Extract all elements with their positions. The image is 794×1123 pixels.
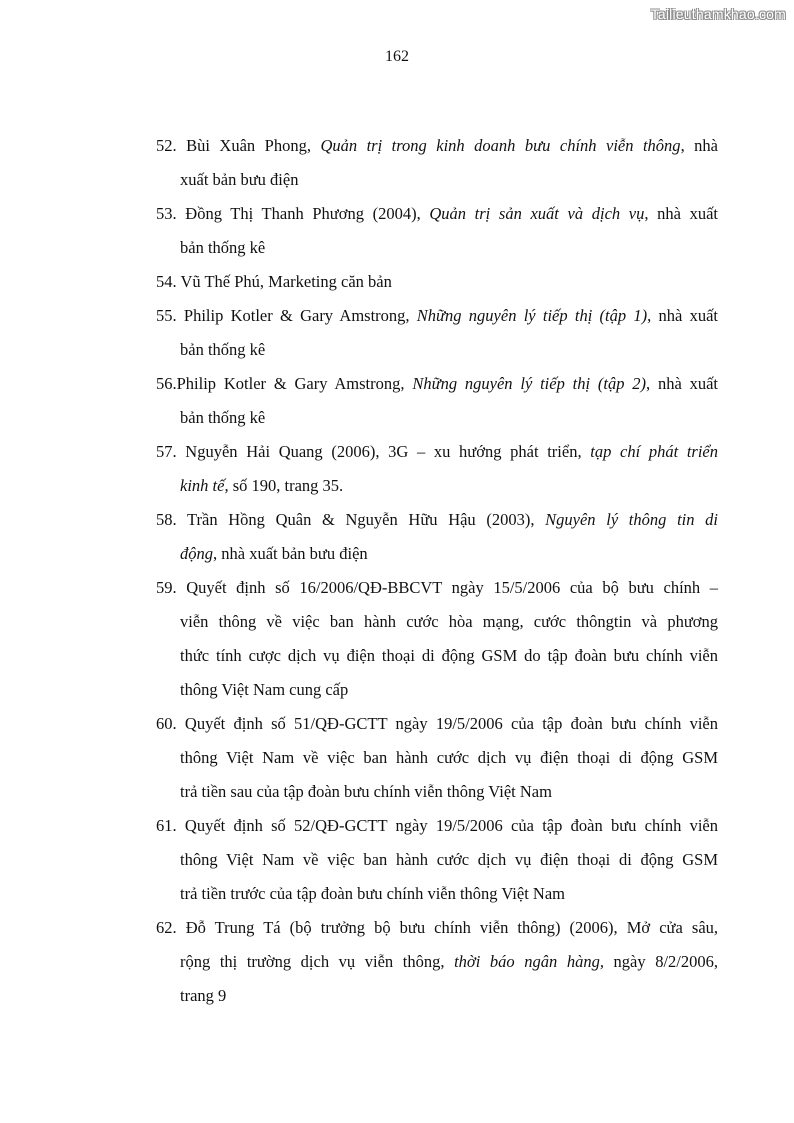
reference-text: trả tiền trước của tập đoàn bưu chính viễn thông Việt Nam [180,884,566,903]
reference-number: 55. [156,306,177,325]
reference-line [156,163,718,197]
reference-line [156,231,718,265]
reference-text: , nhà xuất [644,204,719,223]
reference-text: bản thống kê [180,238,266,257]
reference-line [156,707,718,741]
reference-number: 58. [156,510,177,529]
reference-number: 59. [156,578,177,597]
reference-title-text: Những nguyên lý tiếp thị (tập 1) [416,306,648,325]
page-number: 162 [385,48,409,65]
reference-text: số 190, trang 35. [228,476,344,495]
reference-line [156,571,718,605]
reference-text: viễn thông về việc ban hành cước hòa mạng, cước thôngtin và phương [180,612,718,631]
reference-line [156,129,718,163]
reference-text: Nguyễn Hải Quang (2006), 3G – xu hướng phát triển, [185,442,591,461]
reference-text: trả tiền sau của tập đoàn bưu chính viễn thông Việt Nam [180,782,552,801]
reference-text: , nhà [680,136,718,155]
reference-text: Vũ Thế Phú, Marketing căn bản [180,272,392,291]
reference-text: trang 9 [180,986,227,1005]
reference-item [156,265,718,299]
reference-number: 61. [156,816,177,835]
reference-line [156,367,718,401]
reference-text: Philip Kotler & Gary Amstrong, [176,374,413,393]
reference-line [156,469,718,503]
reference-line [156,673,718,707]
reference-number: 57. [156,442,177,461]
reference-title-text: tạp chí phát triển [590,442,718,461]
reference-line [156,197,718,231]
reference-title-text: Quản trị trong kinh doanh bưu chính viễn thông [320,136,681,155]
reference-line [156,945,718,979]
reference-text: thức tính cược dịch vụ điện thoại di động GSM do tập đoàn bưu chính viễn [180,646,718,665]
reference-line [156,537,718,571]
reference-line [156,605,718,639]
reference-number: 60. [156,714,177,733]
reference-text: , nhà xuất [647,306,719,325]
reference-line [156,503,718,537]
reference-text: bản thống kê [180,340,266,359]
reference-item [156,435,718,503]
reference-number: 56. [156,374,177,393]
reference-title-text: Quản trị sản xuất và dịch vụ [429,204,645,223]
reference-text: Quyết định số 52/QĐ-GCTT ngày 19/5/2006 của tập đoàn bưu chính viễn [184,816,719,835]
reference-text: Bùi Xuân Phong, [186,136,321,155]
reference-number: 52. [156,136,177,155]
reference-text: xuất bản bưu điện [180,170,299,189]
reference-line [156,265,718,299]
reference-number: 62. [156,918,177,937]
reference-line [156,299,718,333]
reference-line [156,639,718,673]
reference-title-text: kinh tế, [180,476,229,495]
reference-item [156,809,718,911]
reference-item [156,503,718,571]
reference-line [156,911,718,945]
reference-text: Trần Hồng Quân & Nguyễn Hữu Hậu (2003), [187,510,546,529]
reference-text: , nhà xuất bản bưu điện [213,544,368,563]
reference-item [156,911,718,1013]
reference-item [156,129,718,197]
reference-text: bản thống kê [180,408,266,427]
reference-text: Philip Kotler & Gary Amstrong, [183,306,417,325]
reference-text: Đỗ Trung Tá (bộ trưởng bộ bưu chính viễn thông) (2006), Mở cửa sâu, [185,918,719,937]
reference-text: rộng thị trường dịch vụ viễn thông, [180,952,455,971]
reference-line [156,877,718,911]
reference-item [156,571,718,707]
reference-item [156,197,718,265]
reference-text: thông Việt Nam về việc ban hành cước dịch vụ điện thoại di động GSM [180,748,718,767]
reference-text: thông Việt Nam cung cấp [180,680,349,699]
reference-item [156,707,718,809]
reference-text: Quyết định số 16/2006/QĐ-BBCVT ngày 15/5/2006 của bộ bưu chính – [186,578,719,597]
reference-text: Quyết định số 51/QĐ-GCTT ngày 19/5/2006 của tập đoàn bưu chính viễn [184,714,719,733]
reference-title-text: thời báo ngân hàng, [454,952,604,971]
watermark: Tailieuthamkhao.com [650,6,786,22]
reference-line [156,809,718,843]
reference-text: ngày 8/2/2006, [603,952,718,971]
reference-title-text: Nguyên lý thông tin di [545,510,718,529]
reference-line [156,979,718,1013]
reference-text: thông Việt Nam về việc ban hành cước dịch vụ điện thoại di động GSM [180,850,718,869]
reference-line [156,775,718,809]
reference-item [156,367,718,435]
reference-title-text: Những nguyên lý tiếp thị (tập 2) [412,374,647,393]
reference-number: 53. [156,204,177,223]
reference-line [156,843,718,877]
reference-line [156,401,718,435]
reference-item [156,299,718,367]
reference-number: 54. [156,272,177,291]
reference-text: Đồng Thị Thanh Phương (2004), [185,204,430,223]
reference-line [156,435,718,469]
reference-line [156,333,718,367]
reference-text: , nhà xuất [646,374,719,393]
reference-title-text: động [180,544,213,563]
reference-line [156,741,718,775]
reference-list [156,129,718,1013]
